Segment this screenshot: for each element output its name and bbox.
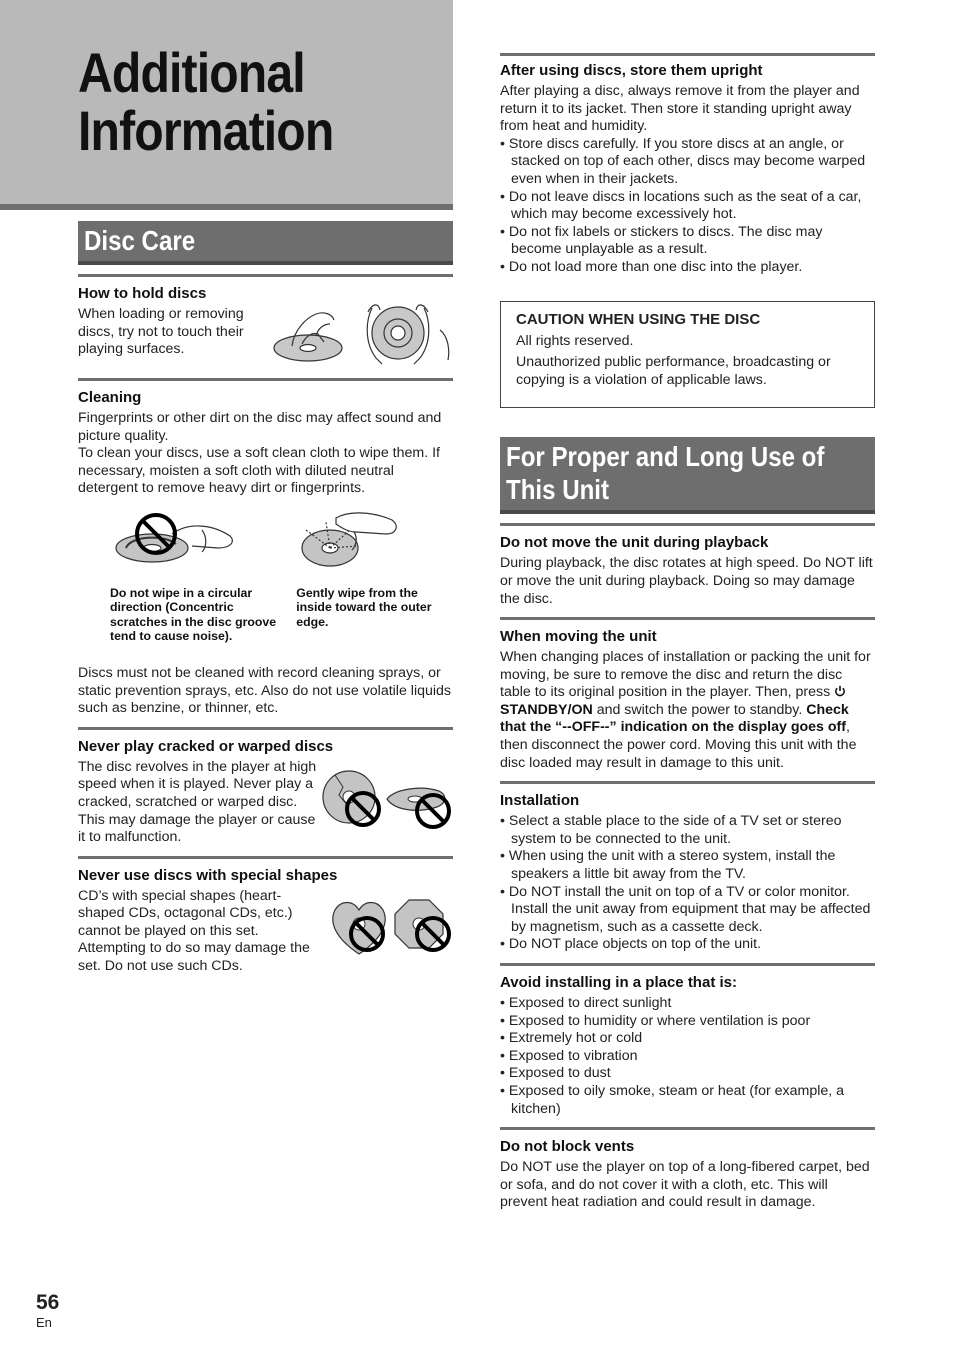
section-text: The disc revolves in the player at high speed when it is played. Never play a cracked, scratched or warped disc. This may damage the player or cause it to malfunction. [78,758,317,846]
radial-wipe-icon [296,508,406,572]
section-text [500,649,875,772]
section-heading: Do not block vents [500,1138,635,1156]
warped-disc-prohibited-icon [387,788,449,827]
section-text: After playing a disc, always remove it from the player and return it to its jacket. Then store it standing upright away from heat and humidity. [500,83,860,135]
section-text: During playback, the disc rotates at high speed. Do NOT lift or move the unit during playback. Doing so may damage the disc. [500,555,873,607]
section-banner-disc-care [78,221,453,265]
page-title-line2: Information [78,99,334,162]
section-heading: Never play cracked or warped discs [78,737,334,755]
banner-text-line2: This Unit [506,474,609,506]
section-cleaning [78,378,453,718]
caution-heading: CAUTION WHEN USING THE DISC [516,310,761,328]
section-heading: Never use discs with special shapes [78,866,338,884]
left-column [78,221,453,976]
text-run: , then disconnect the power cord. Moving this unit with the disc loaded may result in damage to this unit. [500,719,857,771]
caution-box [500,301,875,409]
figure-caption: Do not wipe in a circular direction (Concentric scratches in the disc groove tend to cause noise). [110,585,277,644]
right-column [500,53,875,1212]
caution-text: All rights reserved. [516,332,634,349]
section-hold-discs [78,274,453,366]
section-text: Fingerprints or other dirt on the disc may affect sound and picture quality. [78,410,442,444]
section-heading: How to hold discs [78,285,207,302]
section-installation [500,781,875,954]
cleaning-figures [78,508,453,644]
caution-text: Unauthorized public performance, broadcasting or copying is a violation of applicable laws. [516,354,831,388]
section-text: To clean your discs, use a soft clean cloth to wipe them. If necessary, moisten a soft cloth with diluted neutral detergent to remove heavy dirt or fingerprints. [78,445,440,497]
list-item: • Do not leave discs in locations such as the seat of a car, which may become excessively hot. [500,189,875,224]
avoid-list [500,995,875,1118]
special-shape-disc-icons [329,898,453,958]
section-text: When loading or removing discs, try not to touch their playing surfaces. [78,306,244,358]
list-item: • Store discs carefully. If you store discs at an angle, or stacked on top of each other, discs may become warped even when in their jackets. [500,136,875,189]
section-text: Discs must not be cleaned with record cleaning sprays, or static prevention sprays, etc. Also do not use volatile liquids such as benzine, or thinner, etc. [78,664,452,717]
list-item: • Exposed to direct sunlight [500,995,875,1013]
check-instruction: Check that the “--OFF--” indication on the display goes off [500,701,849,736]
section-heading: When moving the unit [500,628,657,646]
section-banner-proper-use [500,437,875,514]
octagonal-disc-prohibited-icon [395,900,449,950]
page-language: En [36,1315,52,1330]
list-item: • When using the unit with a stereo system, install the speakers a little bit away from the TV. [500,848,875,883]
cracked-disc-prohibited-icon [323,771,379,825]
section-special-shapes [78,856,453,976]
figure-caption: Gently wipe from the inside toward the outer edge. [296,585,432,629]
page-title [78,41,334,162]
circular-wipe-prohibited-icon [112,508,242,572]
list-item: • Exposed to humidity or where ventilation is poor [500,1013,875,1031]
section-text: Do NOT use the player on top of a long-fibered carpet, bed or sofa, and do not cover it with a cloth, etc. This will prevent heat radiation and could result in damage. [500,1159,870,1211]
section-text: CD’s with special shapes (heart-shaped CDs, octagonal CDs, etc.) cannot be played on this set. Attempting to do so may damage the set. Do not use such CDs. [78,887,310,975]
hand-holding-disc-icon [272,300,452,366]
text-run: and switch the power to standby. [592,701,807,718]
list-item: • Extremely hot or cold [500,1030,875,1048]
section-heading: Cleaning [78,389,142,406]
figure-wrong-wipe [110,508,290,644]
banner-text: Disc Care [84,225,196,256]
storage-list [500,136,875,277]
header-rule [0,204,453,210]
list-item: • Exposed to dust [500,1065,875,1083]
list-item: • Select a stable place to the side of a TV set or stereo system to be connected to the unit. [500,813,875,848]
heart-shaped-disc-prohibited-icon [333,902,385,954]
standby-key-label: STANDBY/ON [500,701,593,718]
section-avoid [500,963,875,1118]
section-heading: Avoid installing in a place that is: [500,974,737,991]
list-item: • Do not load more than one disc into the player. [500,259,875,277]
list-item: • Do NOT place objects on top of the unit. [500,936,875,954]
section-cracked-discs [78,727,453,847]
text-run: When changing places of installation or packing the unit for moving, be sure to remove the disc and return the disc table to its original position in the player. Then, press [500,649,871,701]
section-moving-unit [500,617,875,772]
section-heading: Installation [500,792,580,810]
power-icon [834,685,846,697]
page-title-line1: Additional [78,41,305,104]
list-item: • Exposed to oily smoke, steam or heat (for example, a kitchen) [500,1083,875,1118]
section-heading: Do not move the unit during playback [500,534,769,552]
installation-list [500,813,875,954]
section-heading: After using discs, store them upright [500,62,763,79]
section-vents [500,1127,875,1212]
list-item: • Do NOT install the unit on top of a TV or color monitor. Install the unit away from equipment that may be affected by magnetism, such as a cassette deck. [500,884,875,937]
banner-text-line1: For Proper and Long Use of [506,441,825,473]
cracked-warped-disc-icons [321,765,453,835]
section-no-move [500,523,875,608]
page-number: 56 [36,1291,60,1314]
figure-right-wipe [296,508,453,629]
list-item: • Do not fix labels or stickers to discs. The disc may become unplayable as a result. [500,224,875,259]
list-item: • Exposed to vibration [500,1048,875,1066]
section-storage [500,53,875,277]
